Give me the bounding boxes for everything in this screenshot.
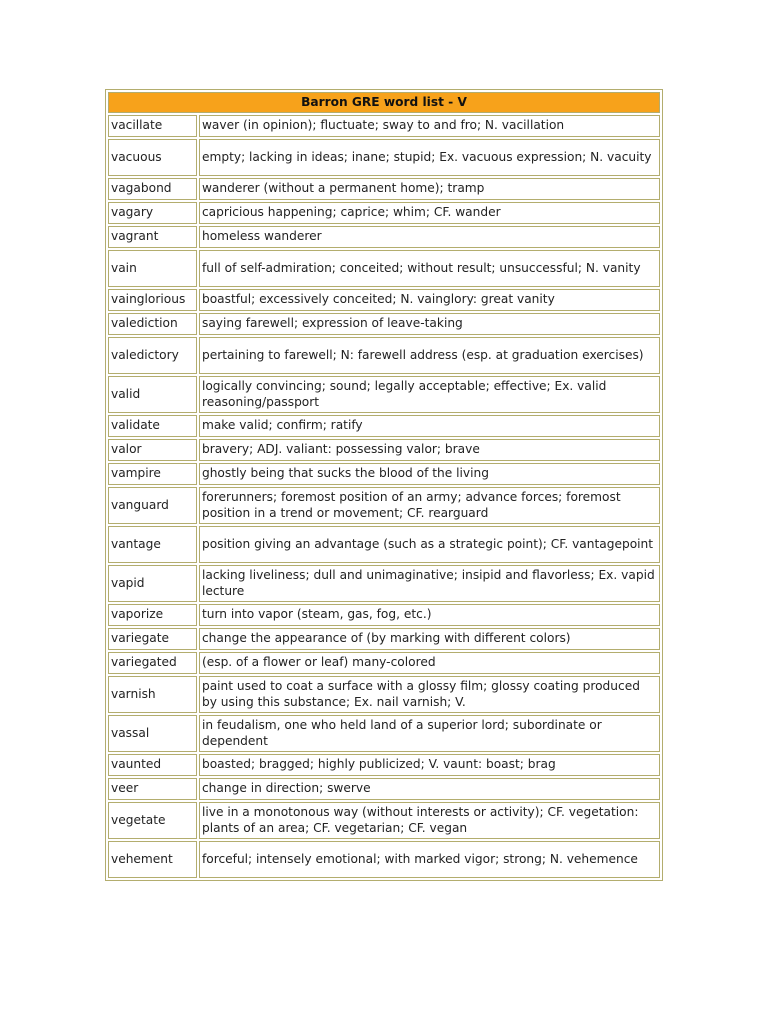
word-cell: valediction (108, 313, 197, 335)
word-cell: valid (108, 376, 197, 413)
table-row (108, 565, 660, 602)
table-row (108, 604, 660, 626)
word-cell: vampire (108, 463, 197, 485)
word-list-body (108, 92, 660, 878)
word-cell: valedictory (108, 337, 197, 374)
word-cell: vaporize (108, 604, 197, 626)
definition-cell: saying farewell; expression of leave-taking (199, 313, 660, 335)
word-cell: vehement (108, 841, 197, 878)
table-row (108, 802, 660, 839)
definition-cell: in feudalism, one who held land of a superior lord; subordinate or dependent (199, 715, 660, 752)
definition-cell: turn into vapor (steam, gas, fog, etc.) (199, 604, 660, 626)
definition-cell: change in direction; swerve (199, 778, 660, 800)
word-cell: vain (108, 250, 197, 287)
table-row (108, 226, 660, 248)
word-cell: vacillate (108, 115, 197, 137)
definition-cell: position giving an advantage (such as a strategic point); CF. vantagepoint (199, 526, 660, 563)
definition-cell: forceful; intensely emotional; with marked vigor; strong; N. vehemence (199, 841, 660, 878)
table-row (108, 676, 660, 713)
word-cell: vassal (108, 715, 197, 752)
definition-cell: (esp. of a flower or leaf) many-colored (199, 652, 660, 674)
table-row (108, 652, 660, 674)
definition-cell: bravery; ADJ. valiant: possessing valor; brave (199, 439, 660, 461)
table-row (108, 754, 660, 776)
definition-cell: boasted; bragged; highly publicized; V. vaunt: boast; brag (199, 754, 660, 776)
word-cell: vagabond (108, 178, 197, 200)
definition-cell: lacking liveliness; dull and unimaginative; insipid and flavorless; Ex. vapid lecture (199, 565, 660, 602)
table-row (108, 628, 660, 650)
word-cell: valor (108, 439, 197, 461)
word-cell: variegate (108, 628, 197, 650)
word-cell: vagary (108, 202, 197, 224)
table-row (108, 376, 660, 413)
definition-cell: capricious happening; caprice; whim; CF. wander (199, 202, 660, 224)
definition-cell: wanderer (without a permanent home); tramp (199, 178, 660, 200)
word-cell: validate (108, 415, 197, 437)
word-cell: veer (108, 778, 197, 800)
definition-cell: change the appearance of (by marking with different colors) (199, 628, 660, 650)
word-cell: vanguard (108, 487, 197, 524)
definition-cell: boastful; excessively conceited; N. vainglory: great vanity (199, 289, 660, 311)
definition-cell: waver (in opinion); fluctuate; sway to and fro; N. vacillation (199, 115, 660, 137)
table-row (108, 115, 660, 137)
table-row (108, 202, 660, 224)
word-cell: varnish (108, 676, 197, 713)
title-row (108, 92, 660, 113)
table-row (108, 463, 660, 485)
word-cell: vaunted (108, 754, 197, 776)
definition-cell: paint used to coat a surface with a glossy film; glossy coating produced by using this substance; Ex. nail varnish; V. (199, 676, 660, 713)
table-row (108, 313, 660, 335)
word-cell: vacuous (108, 139, 197, 176)
word-cell: vegetate (108, 802, 197, 839)
table-row (108, 526, 660, 563)
table-row (108, 289, 660, 311)
table-row (108, 250, 660, 287)
definition-cell: logically convincing; sound; legally acceptable; effective; Ex. valid reasoning/passport (199, 376, 660, 413)
table-row (108, 415, 660, 437)
word-cell: variegated (108, 652, 197, 674)
table-title: Barron GRE word list - V (108, 92, 660, 113)
definition-cell: ghostly being that sucks the blood of the living (199, 463, 660, 485)
table-row (108, 439, 660, 461)
word-cell: vainglorious (108, 289, 197, 311)
word-cell: vagrant (108, 226, 197, 248)
definition-cell: empty; lacking in ideas; inane; stupid; Ex. vacuous expression; N. vacuity (199, 139, 660, 176)
table-row (108, 487, 660, 524)
word-cell: vantage (108, 526, 197, 563)
definition-cell: make valid; confirm; ratify (199, 415, 660, 437)
definition-cell: live in a monotonous way (without interests or activity); CF. vegetation: plants of an area; CF. vegetarian; CF. vegan (199, 802, 660, 839)
word-list-table (105, 89, 663, 881)
table-row (108, 778, 660, 800)
definition-cell: full of self-admiration; conceited; without result; unsuccessful; N. vanity (199, 250, 660, 287)
table-row (108, 715, 660, 752)
table-row (108, 337, 660, 374)
table-row (108, 178, 660, 200)
table-row (108, 139, 660, 176)
table-row (108, 841, 660, 878)
word-cell: vapid (108, 565, 197, 602)
definition-cell: forerunners; foremost position of an army; advance forces; foremost position in a trend or movement; CF. rearguard (199, 487, 660, 524)
definition-cell: homeless wanderer (199, 226, 660, 248)
definition-cell: pertaining to farewell; N: farewell address (esp. at graduation exercises) (199, 337, 660, 374)
